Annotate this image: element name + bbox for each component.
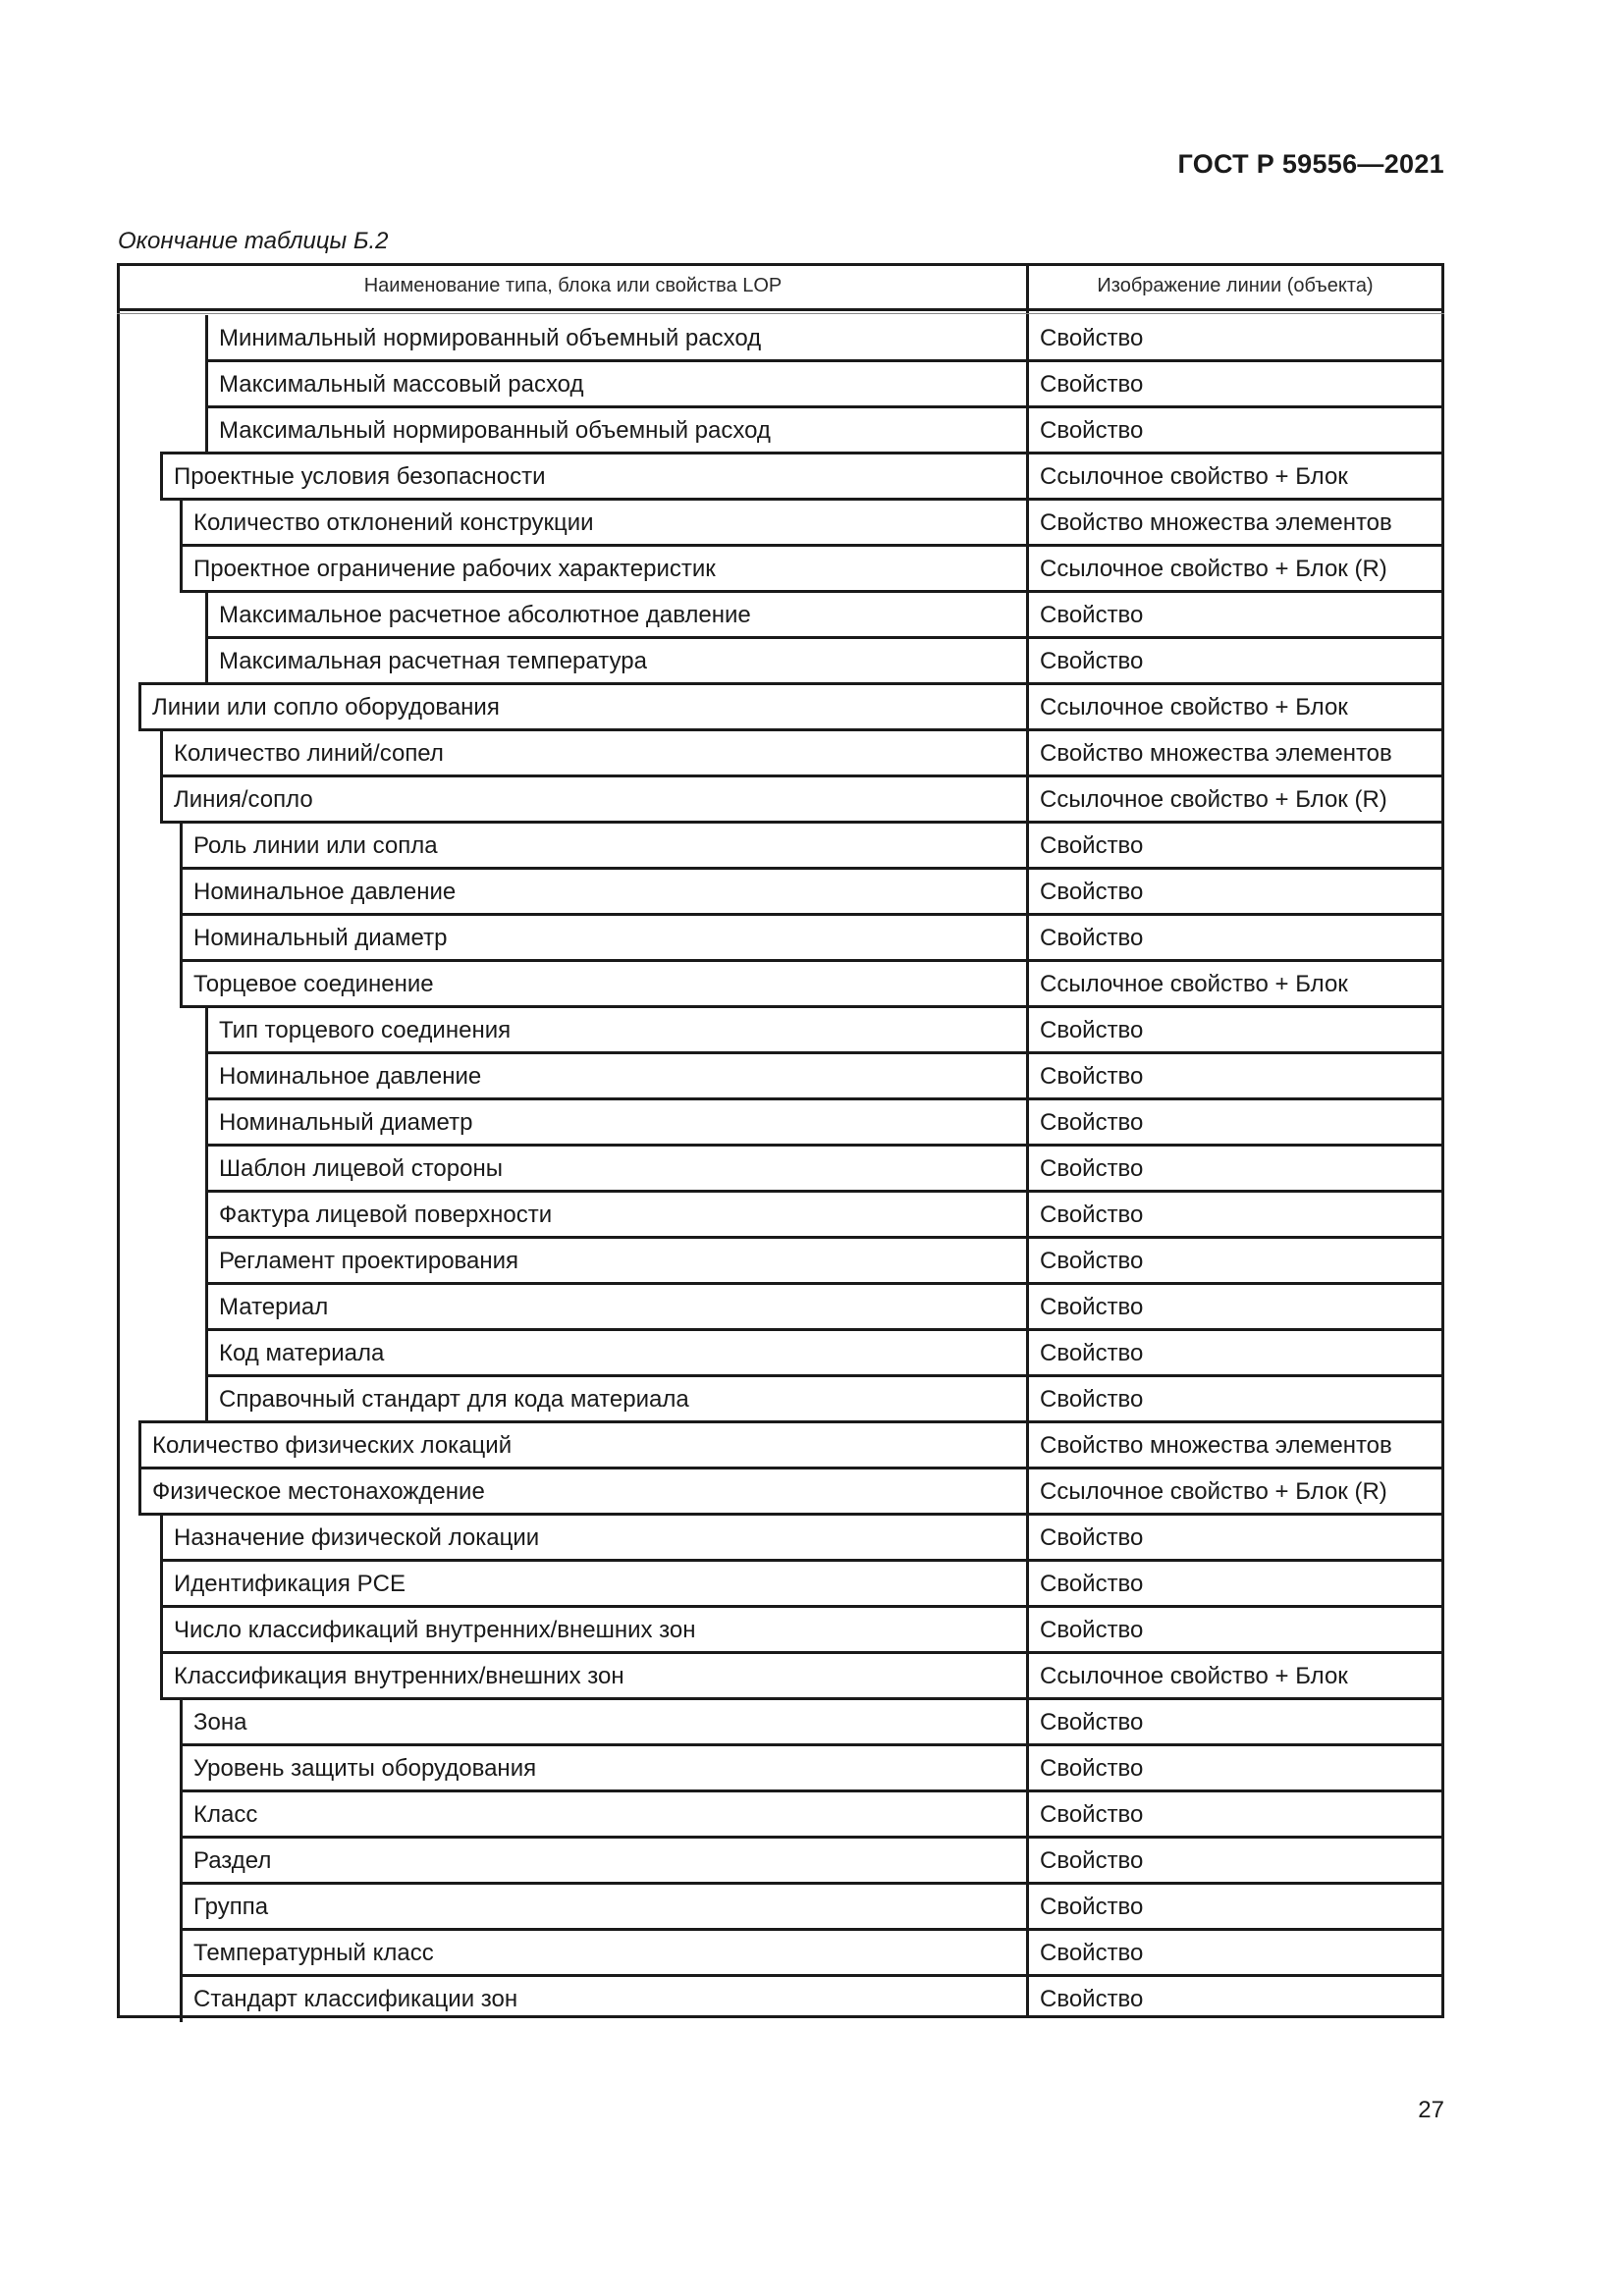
row-name: Количество отклонений конструкции <box>193 508 594 536</box>
nesting-rule <box>205 315 208 361</box>
row-separator <box>180 1882 1444 1885</box>
row-name: Линия/сопло <box>174 785 313 813</box>
row-representation: Свойство <box>1040 1108 1144 1136</box>
row-separator <box>180 1836 1444 1839</box>
nesting-rule <box>138 1468 141 1515</box>
nesting-rule <box>138 684 141 730</box>
row-representation: Ссылочное свойство + Блок <box>1040 693 1348 721</box>
properties-table <box>117 263 1444 2018</box>
row-name: Номинальный диаметр <box>193 924 448 951</box>
nesting-rule <box>205 1284 208 1330</box>
row-representation: Свойство множества элементов <box>1040 739 1392 767</box>
row-name: Регламент проектирования <box>219 1247 519 1274</box>
row-representation: Свойство множества элементов <box>1040 1431 1392 1459</box>
row-representation: Свойство <box>1040 1570 1144 1597</box>
row-representation: Свойство <box>1040 1985 1144 2012</box>
row-name: Линии или сопло оборудования <box>152 693 500 721</box>
row-name: Максимальная расчетная температура <box>219 647 647 674</box>
nesting-rule <box>180 546 183 592</box>
row-representation: Свойство <box>1040 647 1144 674</box>
nesting-rule <box>205 1330 208 1376</box>
nesting-rule <box>160 1653 163 1699</box>
row-name: Зона <box>193 1708 247 1735</box>
header-name: Наименование типа, блока или свойства LOP <box>363 274 783 296</box>
row-representation: Ссылочное свойство + Блок (R) <box>1040 785 1387 813</box>
row-separator <box>160 1697 1444 1700</box>
row-name: Уровень защиты оборудования <box>193 1754 537 1782</box>
nesting-rule <box>205 1146 208 1192</box>
row-representation: Свойство <box>1040 1616 1144 1643</box>
row-name: Минимальный нормированный объемный расход <box>219 324 762 351</box>
row-name: Справочный стандарт для кода материала <box>219 1385 689 1413</box>
nesting-rule <box>180 823 183 869</box>
row-name: Число классификаций внутренних/внешних зон <box>174 1616 696 1643</box>
nesting-rule <box>205 592 208 638</box>
nesting-rule <box>180 500 183 546</box>
nesting-rule <box>205 638 208 684</box>
row-name: Номинальное давление <box>193 878 457 905</box>
row-representation: Свойство <box>1040 324 1144 351</box>
row-representation: Свойство <box>1040 1154 1144 1182</box>
row-representation: Свойство <box>1040 1708 1144 1735</box>
row-name: Номинальное давление <box>219 1062 482 1090</box>
row-name: Класс <box>193 1800 258 1828</box>
row-representation: Свойство <box>1040 1385 1144 1413</box>
document-code: ГОСТ Р 59556—2021 <box>1177 149 1444 179</box>
row-separator <box>180 1789 1444 1792</box>
nesting-rule <box>180 915 183 961</box>
nesting-rule <box>180 961 183 1007</box>
row-name: Номинальный диаметр <box>219 1108 473 1136</box>
row-name: Фактура лицевой поверхности <box>219 1201 553 1228</box>
nesting-rule <box>160 1515 163 1561</box>
row-name: Шаблон лицевой стороны <box>219 1154 503 1182</box>
nesting-rule <box>180 1791 183 1838</box>
row-name: Торцевое соединение <box>193 970 434 997</box>
row-representation: Свойство <box>1040 1893 1144 1920</box>
row-representation: Свойство <box>1040 1339 1144 1366</box>
row-representation: Свойство <box>1040 1800 1144 1828</box>
nesting-rule <box>180 1838 183 1884</box>
row-representation: Свойство <box>1040 1016 1144 1043</box>
row-representation: Свойство <box>1040 370 1144 398</box>
row-representation: Свойство <box>1040 416 1144 444</box>
nesting-rule <box>180 1699 183 1745</box>
row-name: Идентификация PCE <box>174 1570 406 1597</box>
row-representation: Свойство <box>1040 1201 1144 1228</box>
nesting-rule <box>160 454 163 500</box>
nesting-rule <box>205 1053 208 1099</box>
row-separator <box>205 1282 1444 1285</box>
page-number: 27 <box>1418 2097 1444 2123</box>
row-representation: Ссылочное свойство + Блок (R) <box>1040 555 1387 582</box>
row-representation: Свойство <box>1040 1523 1144 1551</box>
nesting-rule <box>180 1976 183 2022</box>
row-representation: Свойство <box>1040 924 1144 951</box>
row-representation: Ссылочное свойство + Блок <box>1040 462 1348 490</box>
row-representation: Свойство <box>1040 601 1144 628</box>
nesting-rule <box>138 1422 141 1468</box>
nesting-rule <box>205 1099 208 1146</box>
nesting-rule <box>180 1884 183 1930</box>
nesting-rule <box>205 1192 208 1238</box>
nesting-rule <box>160 730 163 776</box>
row-name: Назначение физической локации <box>174 1523 540 1551</box>
nesting-rule <box>205 361 208 407</box>
row-name: Максимальный нормированный объемный расход <box>219 416 771 444</box>
row-representation: Свойство <box>1040 1247 1144 1274</box>
row-name: Классификация внутренних/внешних зон <box>174 1662 624 1689</box>
nesting-rule <box>205 1007 208 1053</box>
nesting-rule <box>180 1930 183 1976</box>
nesting-rule <box>205 1238 208 1284</box>
header-representation: Изображение линии (объекта) <box>1097 274 1374 296</box>
row-name: Физическое местонахождение <box>152 1477 485 1505</box>
row-name: Проектное ограничение рабочих характеристик <box>193 555 716 582</box>
row-representation: Ссылочное свойство + Блок (R) <box>1040 1477 1387 1505</box>
row-name: Количество физических локаций <box>152 1431 513 1459</box>
row-representation: Свойство <box>1040 1939 1144 1966</box>
nesting-rule <box>205 1376 208 1422</box>
row-representation: Свойство <box>1040 878 1144 905</box>
column-divider <box>1026 263 1029 2018</box>
row-name: Проектные условия безопасности <box>174 462 546 490</box>
row-name: Раздел <box>193 1846 272 1874</box>
header-rule <box>117 308 1444 311</box>
table-caption: Окончание таблицы Б.2 <box>118 228 389 254</box>
nesting-rule <box>160 1561 163 1607</box>
nesting-rule <box>180 1745 183 1791</box>
nesting-rule <box>160 776 163 823</box>
row-name: Количество линий/сопел <box>174 739 444 767</box>
row-name: Максимальный массовый расход <box>219 370 584 398</box>
row-name: Код материала <box>219 1339 385 1366</box>
row-name: Роль линии или сопла <box>193 831 438 859</box>
row-name: Стандарт классификации зон <box>193 1985 518 2012</box>
nesting-rule <box>205 407 208 454</box>
row-name: Группа <box>193 1893 269 1920</box>
nesting-rule <box>160 1607 163 1653</box>
row-representation: Ссылочное свойство + Блок <box>1040 970 1348 997</box>
header-double-rule <box>117 313 1444 314</box>
row-representation: Свойство <box>1040 831 1144 859</box>
row-representation: Свойство <box>1040 1846 1144 1874</box>
nesting-rule <box>180 869 183 915</box>
row-representation: Свойство множества элементов <box>1040 508 1392 536</box>
row-name: Материал <box>219 1293 329 1320</box>
row-separator <box>205 1328 1444 1331</box>
row-name: Тип торцевого соединения <box>219 1016 512 1043</box>
row-name: Максимальное расчетное абсолютное давление <box>219 601 751 628</box>
row-name: Температурный класс <box>193 1939 434 1966</box>
row-representation: Свойство <box>1040 1754 1144 1782</box>
row-representation: Свойство <box>1040 1293 1144 1320</box>
row-representation: Свойство <box>1040 1062 1144 1090</box>
row-representation: Ссылочное свойство + Блок <box>1040 1662 1348 1689</box>
